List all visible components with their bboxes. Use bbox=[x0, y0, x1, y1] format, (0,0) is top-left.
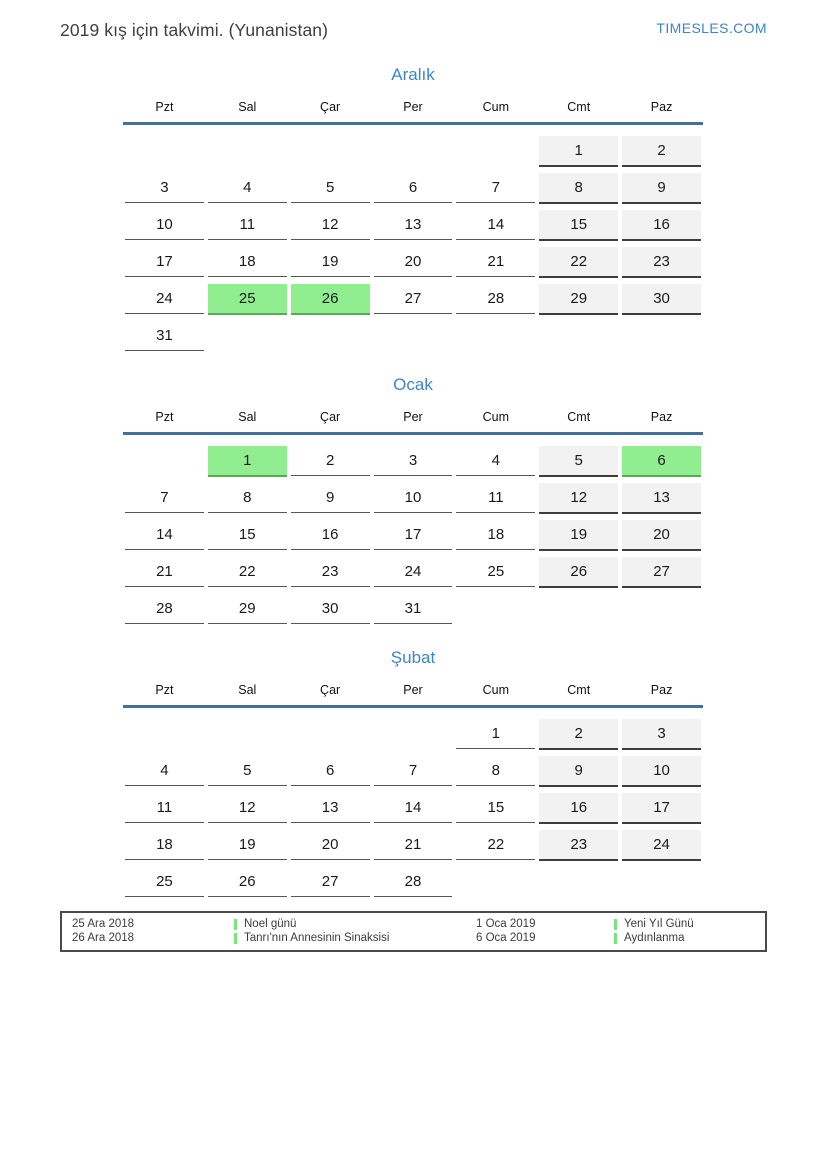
weekday-label: Sal bbox=[238, 100, 257, 114]
weekday-label: Sal bbox=[238, 683, 257, 697]
legend-item bbox=[614, 932, 755, 944]
weekday-label: Cmt bbox=[567, 410, 591, 424]
holiday-marker-icon bbox=[234, 919, 237, 930]
legend-item-label: Tanrı'nın Annesinin Sinaksisi bbox=[244, 932, 390, 944]
empty-cell bbox=[622, 867, 701, 896]
day-cell: 15 bbox=[456, 793, 535, 823]
week-row bbox=[123, 210, 703, 241]
day-cell: 16 bbox=[622, 210, 701, 241]
month-grid bbox=[123, 136, 703, 351]
legend-item bbox=[234, 932, 476, 944]
day-cell: 30 bbox=[291, 594, 370, 624]
day-cell: 17 bbox=[125, 247, 204, 277]
empty-cell bbox=[456, 321, 535, 350]
day-cell: 28 bbox=[125, 594, 204, 624]
weekday-label: Per bbox=[403, 410, 423, 424]
legend-item bbox=[614, 918, 755, 930]
week-row bbox=[123, 756, 703, 787]
empty-cell bbox=[208, 321, 287, 350]
weekday-header-row bbox=[123, 410, 703, 435]
empty-cell bbox=[456, 136, 535, 165]
day-cell: 14 bbox=[125, 520, 204, 550]
empty-cell bbox=[291, 719, 370, 748]
month-title: Ocak bbox=[393, 375, 433, 394]
week-row bbox=[123, 830, 703, 861]
day-cell: 2 bbox=[291, 446, 370, 476]
day-cell: 12 bbox=[539, 483, 618, 514]
day-cell: 14 bbox=[456, 210, 535, 240]
month-section-2 bbox=[123, 648, 703, 897]
week-row bbox=[123, 719, 703, 750]
day-cell: 1 bbox=[456, 719, 535, 749]
empty-cell bbox=[374, 136, 453, 165]
empty-cell bbox=[125, 136, 204, 165]
day-cell: 2 bbox=[539, 719, 618, 750]
weekday-label: Cum bbox=[482, 410, 510, 424]
day-cell: 3 bbox=[622, 719, 701, 750]
day-cell: 5 bbox=[208, 756, 287, 786]
day-cell: 9 bbox=[622, 173, 701, 204]
week-row bbox=[123, 321, 703, 351]
legend-date: 6 Oca 2019 bbox=[476, 932, 536, 944]
day-cell: 23 bbox=[622, 247, 701, 278]
month-grid bbox=[123, 719, 703, 897]
day-cell: 25 bbox=[208, 284, 287, 315]
week-row bbox=[123, 247, 703, 278]
day-cell: 1 bbox=[208, 446, 287, 477]
month-grid bbox=[123, 446, 703, 624]
weekday-label: Cum bbox=[482, 683, 510, 697]
day-cell: 22 bbox=[456, 830, 535, 860]
day-cell: 8 bbox=[539, 173, 618, 204]
weekday-label: Çar bbox=[320, 100, 341, 114]
empty-cell bbox=[622, 321, 701, 350]
weekday-label: Pzt bbox=[155, 410, 174, 424]
day-cell: 10 bbox=[622, 756, 701, 787]
weekday-label: Çar bbox=[320, 683, 341, 697]
day-cell: 25 bbox=[125, 867, 204, 897]
empty-cell bbox=[291, 321, 370, 350]
empty-cell bbox=[622, 594, 701, 623]
empty-cell bbox=[208, 719, 287, 748]
empty-cell bbox=[374, 321, 453, 350]
day-cell: 11 bbox=[208, 210, 287, 240]
day-cell: 11 bbox=[456, 483, 535, 513]
day-cell: 19 bbox=[291, 247, 370, 277]
page-title: 2019 kış için takvimi. (Yunanistan) bbox=[60, 20, 329, 40]
empty-cell bbox=[456, 594, 535, 623]
legend-date: 1 Oca 2019 bbox=[476, 918, 536, 930]
week-row bbox=[123, 284, 703, 315]
day-cell: 19 bbox=[539, 520, 618, 551]
week-row bbox=[123, 520, 703, 551]
legend-item bbox=[234, 918, 476, 930]
day-cell: 17 bbox=[622, 793, 701, 824]
day-cell: 20 bbox=[622, 520, 701, 551]
day-cell: 30 bbox=[622, 284, 701, 315]
day-cell: 13 bbox=[374, 210, 453, 240]
empty-cell bbox=[539, 321, 618, 350]
day-cell: 21 bbox=[374, 830, 453, 860]
weekday-label: Paz bbox=[650, 410, 673, 424]
calendar-months bbox=[123, 65, 703, 897]
day-cell: 24 bbox=[125, 284, 204, 314]
month-section-0 bbox=[123, 65, 703, 351]
month-section-1 bbox=[123, 375, 703, 624]
day-cell: 13 bbox=[622, 483, 701, 514]
day-cell: 4 bbox=[456, 446, 535, 476]
day-cell: 11 bbox=[125, 793, 204, 823]
day-cell: 16 bbox=[539, 793, 618, 824]
day-cell: 2 bbox=[622, 136, 701, 167]
weekday-label: Per bbox=[403, 100, 423, 114]
weekday-label: Cmt bbox=[567, 683, 591, 697]
day-cell: 23 bbox=[291, 557, 370, 587]
week-row bbox=[123, 793, 703, 824]
day-cell: 9 bbox=[291, 483, 370, 513]
day-cell: 13 bbox=[291, 793, 370, 823]
legend-item-label: Yeni Yıl Günü bbox=[624, 918, 694, 930]
day-cell: 26 bbox=[291, 284, 370, 315]
day-cell: 6 bbox=[622, 446, 701, 477]
legend-date: 26 Ara 2018 bbox=[72, 932, 135, 944]
page-header bbox=[0, 0, 827, 41]
site-logo-link[interactable]: TIMESLES.COM bbox=[656, 20, 767, 36]
day-cell: 19 bbox=[208, 830, 287, 860]
day-cell: 21 bbox=[125, 557, 204, 587]
legend-item-label: Aydınlanma bbox=[624, 932, 685, 944]
day-cell: 5 bbox=[539, 446, 618, 477]
day-cell: 1 bbox=[539, 136, 618, 167]
day-cell: 28 bbox=[456, 284, 535, 314]
holiday-marker-icon bbox=[614, 919, 617, 930]
weekday-label: Pzt bbox=[155, 683, 174, 697]
day-cell: 24 bbox=[374, 557, 453, 587]
holiday-marker-icon bbox=[234, 933, 237, 944]
day-cell: 10 bbox=[125, 210, 204, 240]
weekday-label: Paz bbox=[650, 683, 673, 697]
day-cell: 29 bbox=[208, 594, 287, 624]
day-cell: 15 bbox=[208, 520, 287, 550]
day-cell: 10 bbox=[374, 483, 453, 513]
empty-cell bbox=[456, 867, 535, 896]
weekday-label: Sal bbox=[238, 410, 257, 424]
empty-cell bbox=[125, 446, 204, 475]
empty-cell bbox=[208, 136, 287, 165]
day-cell: 31 bbox=[374, 594, 453, 624]
weekday-label: Cum bbox=[482, 100, 510, 114]
empty-cell bbox=[125, 719, 204, 748]
day-cell: 7 bbox=[456, 173, 535, 203]
weekday-label: Paz bbox=[650, 100, 673, 114]
weekday-label: Per bbox=[403, 683, 423, 697]
day-cell: 18 bbox=[208, 247, 287, 277]
day-cell: 8 bbox=[456, 756, 535, 786]
week-row bbox=[123, 557, 703, 588]
holiday-marker-icon bbox=[614, 933, 617, 944]
day-cell: 5 bbox=[291, 173, 370, 203]
day-cell: 3 bbox=[125, 173, 204, 203]
day-cell: 16 bbox=[291, 520, 370, 550]
day-cell: 27 bbox=[374, 284, 453, 314]
day-cell: 23 bbox=[539, 830, 618, 861]
week-row bbox=[123, 867, 703, 897]
day-cell: 29 bbox=[539, 284, 618, 315]
day-cell: 27 bbox=[291, 867, 370, 897]
day-cell: 18 bbox=[125, 830, 204, 860]
day-cell: 25 bbox=[456, 557, 535, 587]
day-cell: 22 bbox=[208, 557, 287, 587]
month-title: Şubat bbox=[390, 648, 436, 667]
day-cell: 17 bbox=[374, 520, 453, 550]
week-row bbox=[123, 173, 703, 204]
day-cell: 28 bbox=[374, 867, 453, 897]
day-cell: 4 bbox=[125, 756, 204, 786]
month-title: Aralık bbox=[391, 65, 435, 84]
weekday-header-row bbox=[123, 100, 703, 125]
empty-cell bbox=[374, 719, 453, 748]
weekday-label: Cmt bbox=[567, 100, 591, 114]
holiday-legend bbox=[60, 911, 767, 952]
day-cell: 7 bbox=[125, 483, 204, 513]
day-cell: 12 bbox=[291, 210, 370, 240]
week-row bbox=[123, 483, 703, 514]
day-cell: 9 bbox=[539, 756, 618, 787]
holiday-legend-grid bbox=[72, 918, 755, 944]
empty-cell bbox=[539, 594, 618, 623]
empty-cell bbox=[539, 867, 618, 896]
empty-cell bbox=[291, 136, 370, 165]
day-cell: 26 bbox=[539, 557, 618, 588]
day-cell: 18 bbox=[456, 520, 535, 550]
day-cell: 6 bbox=[291, 756, 370, 786]
legend-item-label: Noel günü bbox=[244, 918, 297, 930]
day-cell: 27 bbox=[622, 557, 701, 588]
week-row bbox=[123, 594, 703, 624]
day-cell: 22 bbox=[539, 247, 618, 278]
day-cell: 20 bbox=[291, 830, 370, 860]
weekday-header-row bbox=[123, 683, 703, 708]
day-cell: 15 bbox=[539, 210, 618, 241]
day-cell: 3 bbox=[374, 446, 453, 476]
day-cell: 7 bbox=[374, 756, 453, 786]
day-cell: 14 bbox=[374, 793, 453, 823]
day-cell: 24 bbox=[622, 830, 701, 861]
week-row bbox=[123, 446, 703, 477]
day-cell: 20 bbox=[374, 247, 453, 277]
day-cell: 21 bbox=[456, 247, 535, 277]
day-cell: 6 bbox=[374, 173, 453, 203]
day-cell: 4 bbox=[208, 173, 287, 203]
legend-date: 25 Ara 2018 bbox=[72, 918, 135, 930]
day-cell: 26 bbox=[208, 867, 287, 897]
weekday-label: Çar bbox=[320, 410, 341, 424]
day-cell: 31 bbox=[125, 321, 204, 351]
day-cell: 8 bbox=[208, 483, 287, 513]
day-cell: 12 bbox=[208, 793, 287, 823]
weekday-label: Pzt bbox=[155, 100, 174, 114]
week-row bbox=[123, 136, 703, 167]
